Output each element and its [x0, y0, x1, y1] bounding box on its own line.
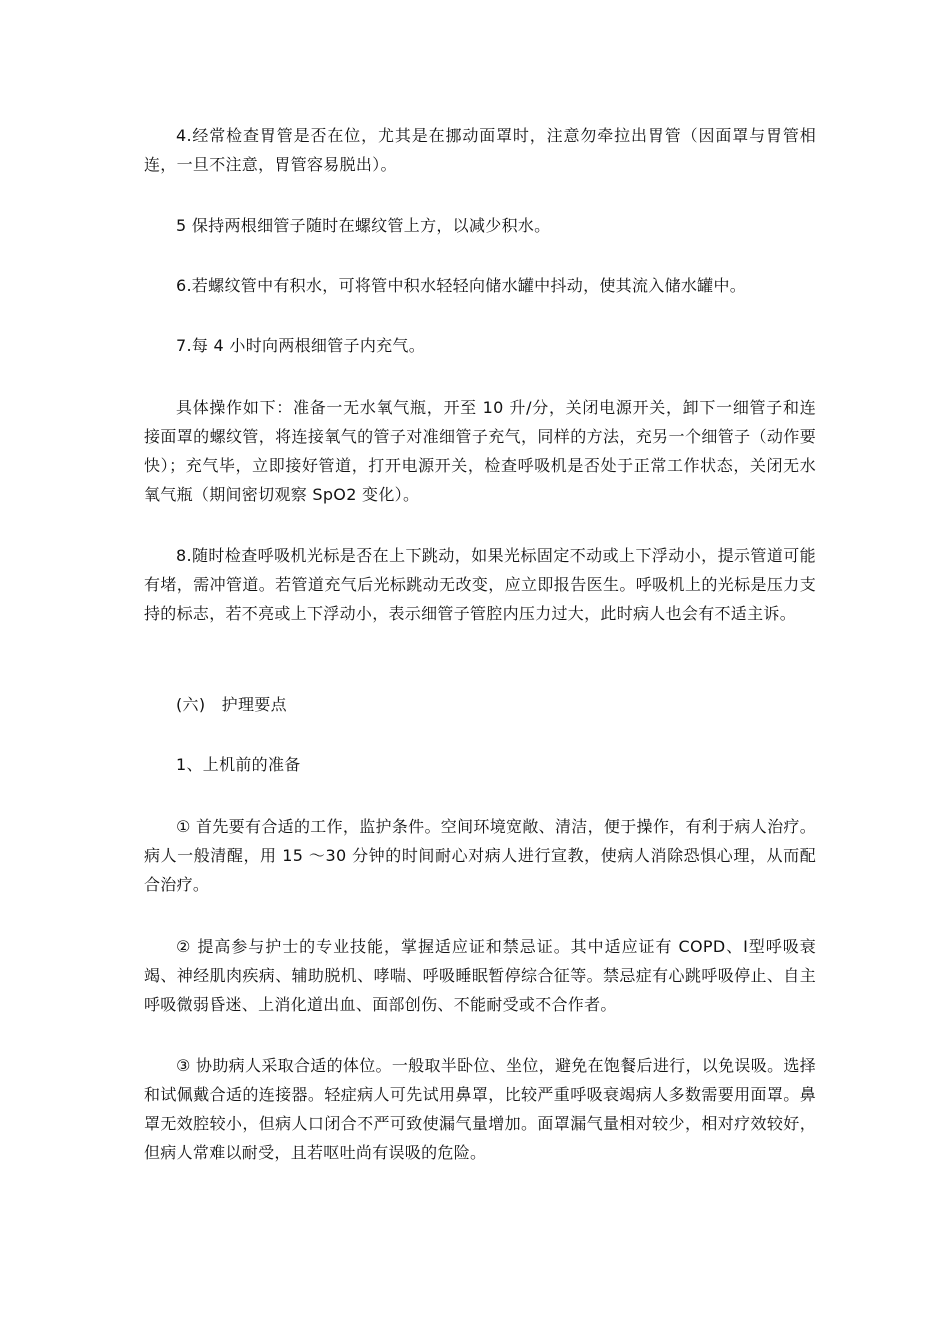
- paragraph-check-gastric-tube: 4.经常检查胃管是否在位，尤其是在挪动面罩时，注意勿牵拉出胃管（因面罩与胃管相连，一旦不注意，胃管容易脱出）。: [144, 126, 816, 174]
- paragraph-check-cursor: 8.随时检查呼吸机光标是否在上下跳动，如果光标固定不动或上下浮动小，提示管道可能有堵，需冲管道。若管道充气后光标跳动无改变，应立即报告医生。呼吸机上的光标是压力支持的标志，若不亮或上下浮动小，表示细管子管腔内压力过大，此时病人也会有不适主诉。: [144, 546, 816, 623]
- subheading-pre-ventilation-prep: 1、上机前的准备: [176, 755, 301, 774]
- section-heading-nursing-points: (六) 护理要点: [176, 695, 287, 714]
- paragraph-item-3-position: ③ 协助病人采取合适的体位。一般取半卧位、坐位，避免在饱餐后进行，以免误吸。选择和试佩戴合适的连接器。轻症病人可先试用鼻罩，比较严重呼吸衰竭病人多数需要用面罩。鼻罩无效腔较小，但病人口闭合不严可致使漏气量增加。面罩漏气量相对较少，相对疗效较好，但病人常难以耐受，且若呕吐尚有误吸的危险。: [144, 1056, 816, 1162]
- paragraph-operation-steps: 具体操作如下：准备一无水氧气瓶，开至 10 升/分，关闭电源开关，卸下一细管子和连接面罩的螺纹管，将连接氧气的管子对准细管子充气，同样的方法，充另一个细管子（动作要快）；充气毕，立即接好管道，打开电源开关，检查呼吸机是否处于正常工作状态，关闭无水氧气瓶（期间密切观察 SpO2 变化）。: [144, 398, 816, 504]
- paragraph-item-1-environment: ① 首先要有合适的工作，监护条件。空间环境宽敞、清洁，便于操作，有利于病人治疗。病人一般清醒，用 15 ～30 分钟的时间耐心对病人进行宣教，使病人消除恐惧心理，从而配合治疗。: [144, 817, 816, 894]
- paragraph-inflate-every-4-hours: 7.每 4 小时向两根细管子内充气。: [176, 336, 426, 355]
- paragraph-drain-water: 6.若螺纹管中有积水，可将管中积水轻轻向储水罐中抖动，使其流入储水罐中。: [176, 276, 747, 295]
- paragraph-tubes-above-corrugated-tube: 5 保持两根细管子随时在螺纹管上方，以减少积水。: [176, 216, 551, 235]
- paragraph-item-2-nurse-skills: ② 提高参与护士的专业技能，掌握适应证和禁忌证。其中适应证有 COPD、Ⅰ型呼吸衰竭、神经肌肉疾病、辅助脱机、哮喘、呼吸睡眠暂停综合征等。禁忌症有心跳呼吸停止、自主呼吸微弱昏迷、上消化道出血、面部创伤、不能耐受或不合作者。: [144, 937, 816, 1014]
